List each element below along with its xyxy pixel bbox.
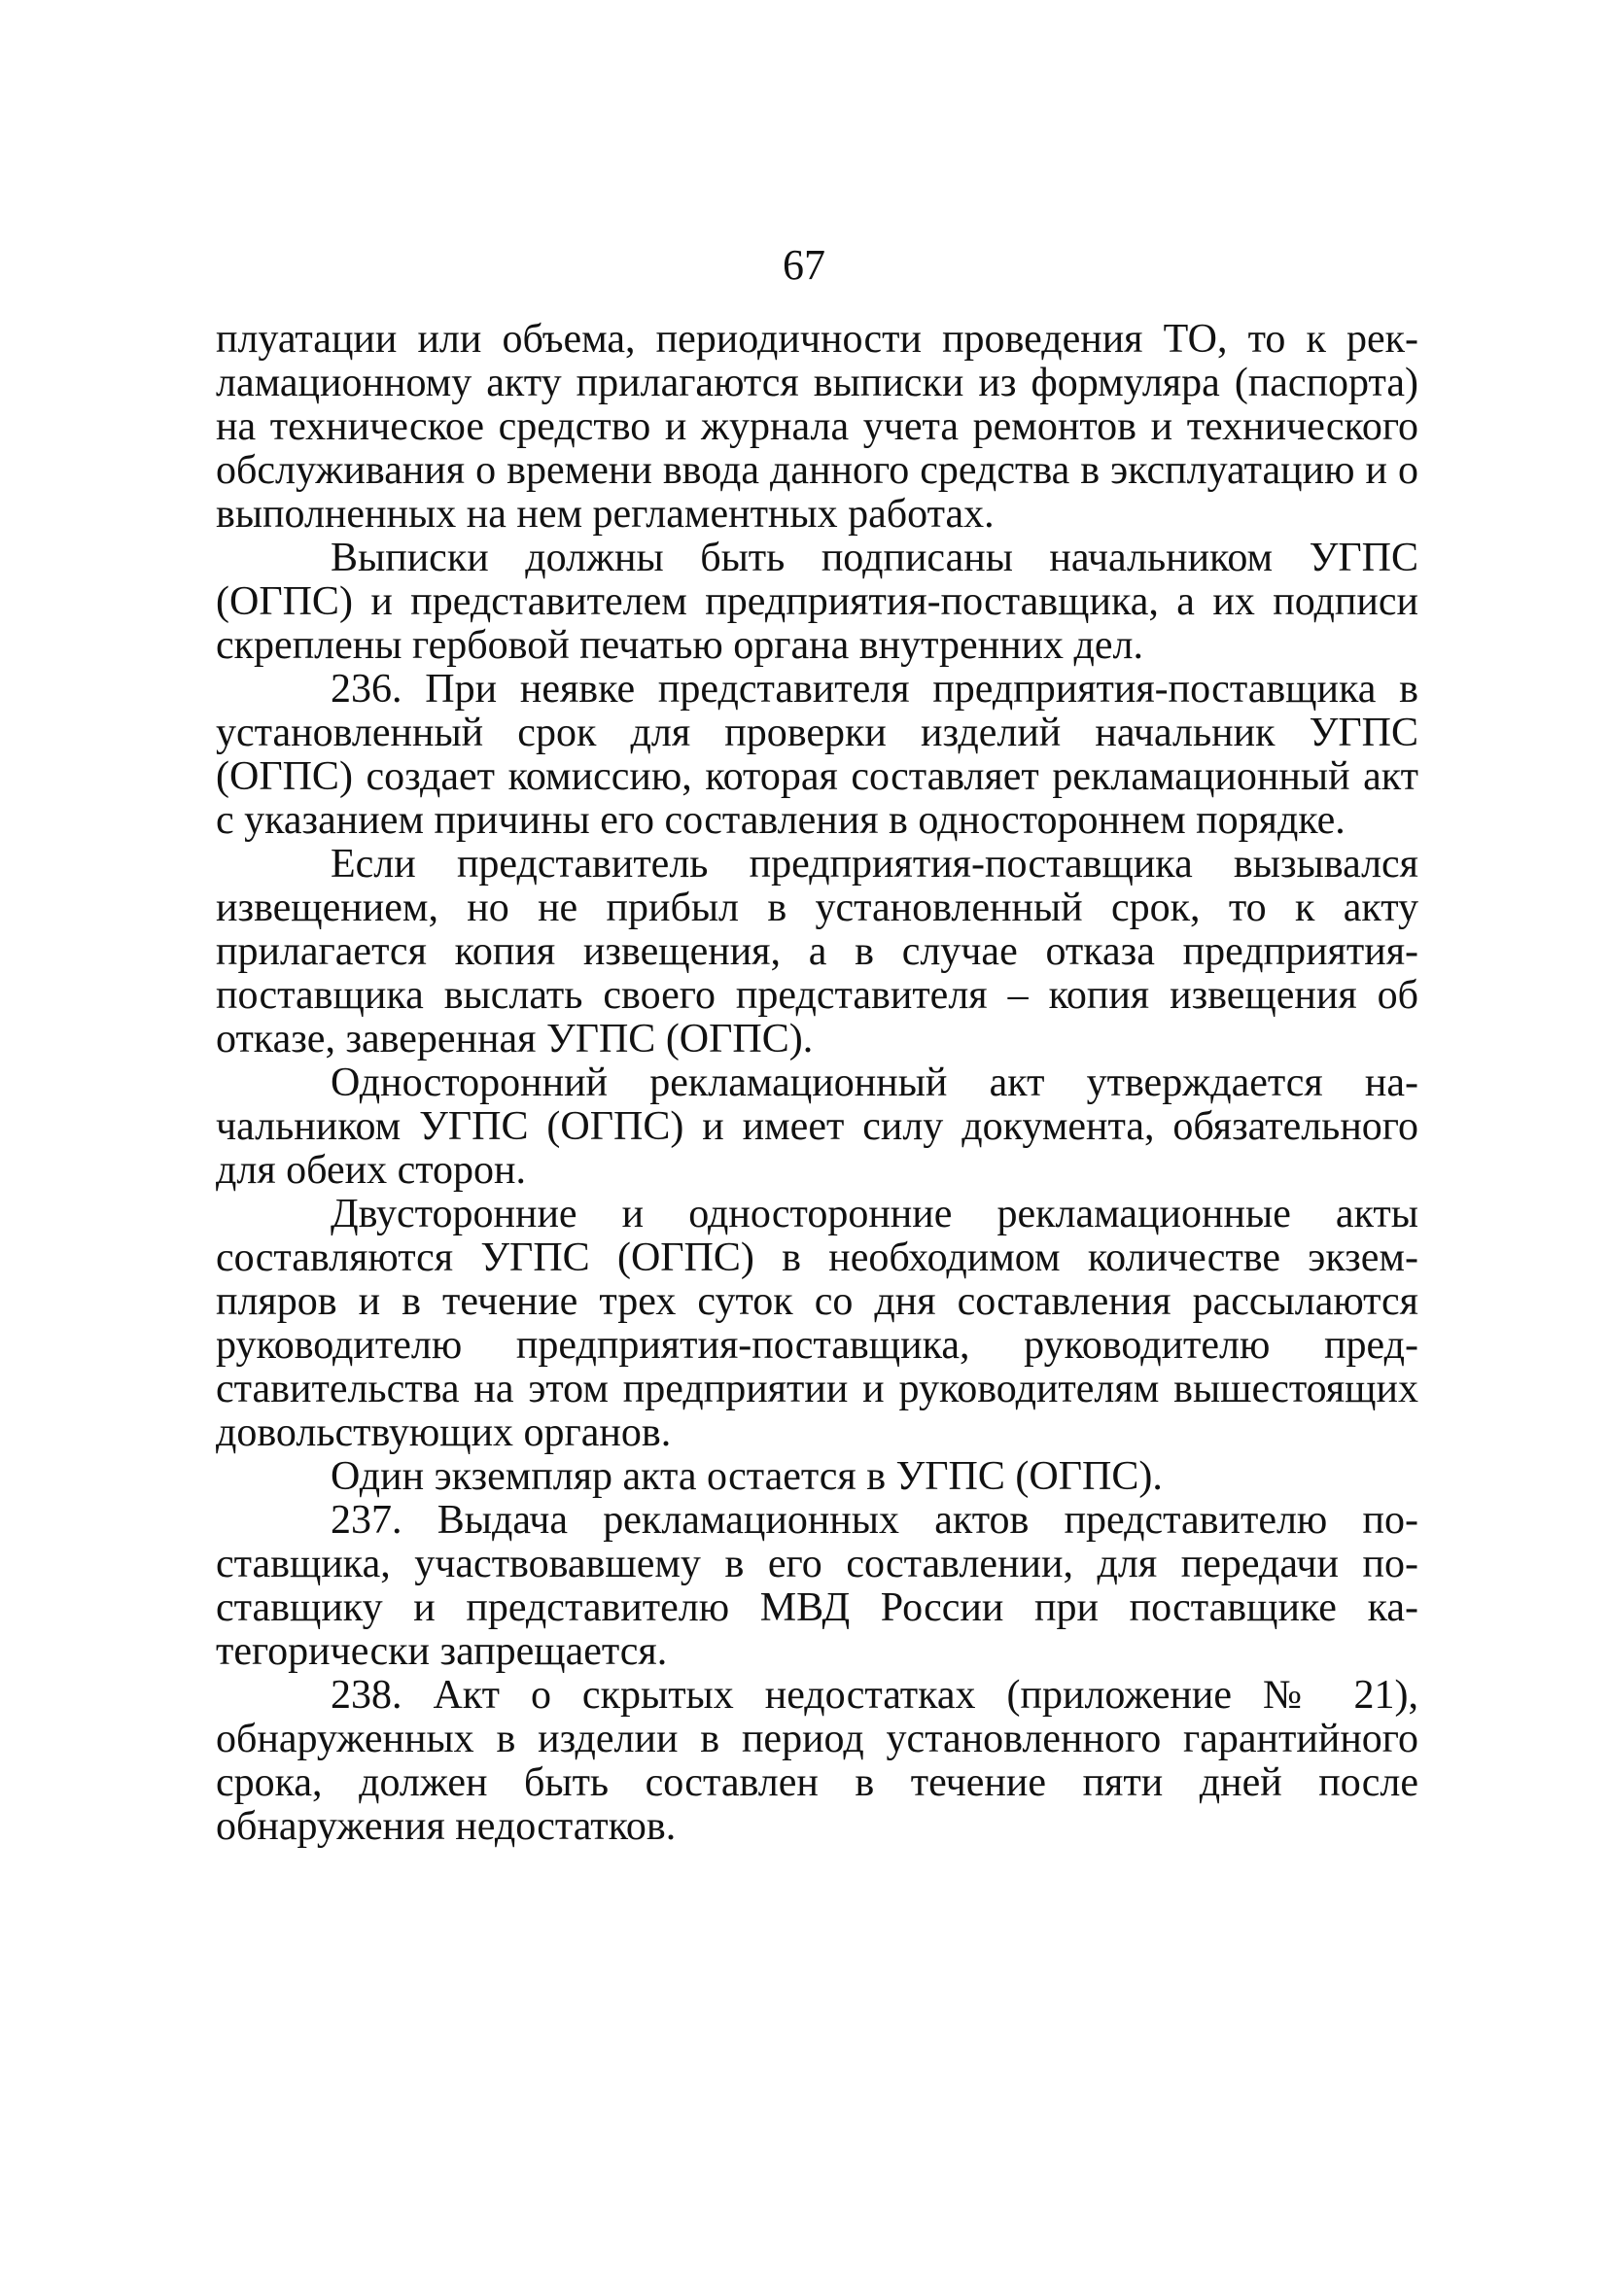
paragraph-bilateral-acts: Двусторонние и односторонние рекламационные акты составляются УГПС (ОГПС) в необходимом количестве экземпляров и в течение трех суток со дня составления рассылаются руководителю предприятия-поставщика, руководителю представительства на этом предприятии и руководителям вышестоящих довольствующих органов.: [216, 1192, 1418, 1455]
paragraph-item-238: 238. Акт о скрытых недостатках (приложение № 21), обнаруженных в изделии в период установленного гарантийного срока, должен быть составлен в течение пяти дней после обнаружения недостатков.: [216, 1673, 1418, 1849]
paragraph-item-237: 237. Выдача рекламационных актов представителю поставщика, участвовавшему в его составлении, для передачи поставщику и представителю МВД России при поставщике категорически запрещается.: [216, 1498, 1418, 1674]
paragraph-item-236: 236. При неявке представителя предприятия-поставщика в установленный срок для проверки изделий начальник УГПС (ОГПС) создает комиссию, которая составляет рекламационный акт с указанием причины его составления в одностороннем порядке.: [216, 667, 1418, 843]
paragraph-supplier-notice: Если представитель предприятия-поставщика вызывался извещением, но не прибыл в установленный срок, то к акту прилагается копия извещения, а в случае отказа предприятия-поставщика выслать своего представителя – копия извещения об отказе, заверенная УГПС (ОГПС).: [216, 842, 1418, 1061]
paragraph-extracts-signature: Выписки должны быть подписаны начальником УГПС (ОГПС) и представителем предприятия-поставщика, а их подписи скреплены гербовой печатью органа внутренних дел.: [216, 536, 1418, 668]
page-number: 67: [783, 241, 825, 289]
paragraph-one-copy: Один экземпляр акта остается в УГПС (ОГПС).: [331, 1454, 1163, 1499]
body-text: [216, 318, 1418, 1849]
paragraph-unilateral-act: Односторонний рекламационный акт утверждается начальником УГПС (ОГПС) и имеет силу документа, обязательного для обеих сторон.: [216, 1061, 1418, 1193]
paragraph-continuation: плуатации или объема, периодичности проведения ТО, то к рекламационному акту прилагаются выписки из формуляра (паспорта) на техническое средство и журнала учета ремонтов и технического обслуживания о времени ввода данного средства в эксплуатацию и о выполненных на нем регламентных работах.: [216, 317, 1418, 537]
